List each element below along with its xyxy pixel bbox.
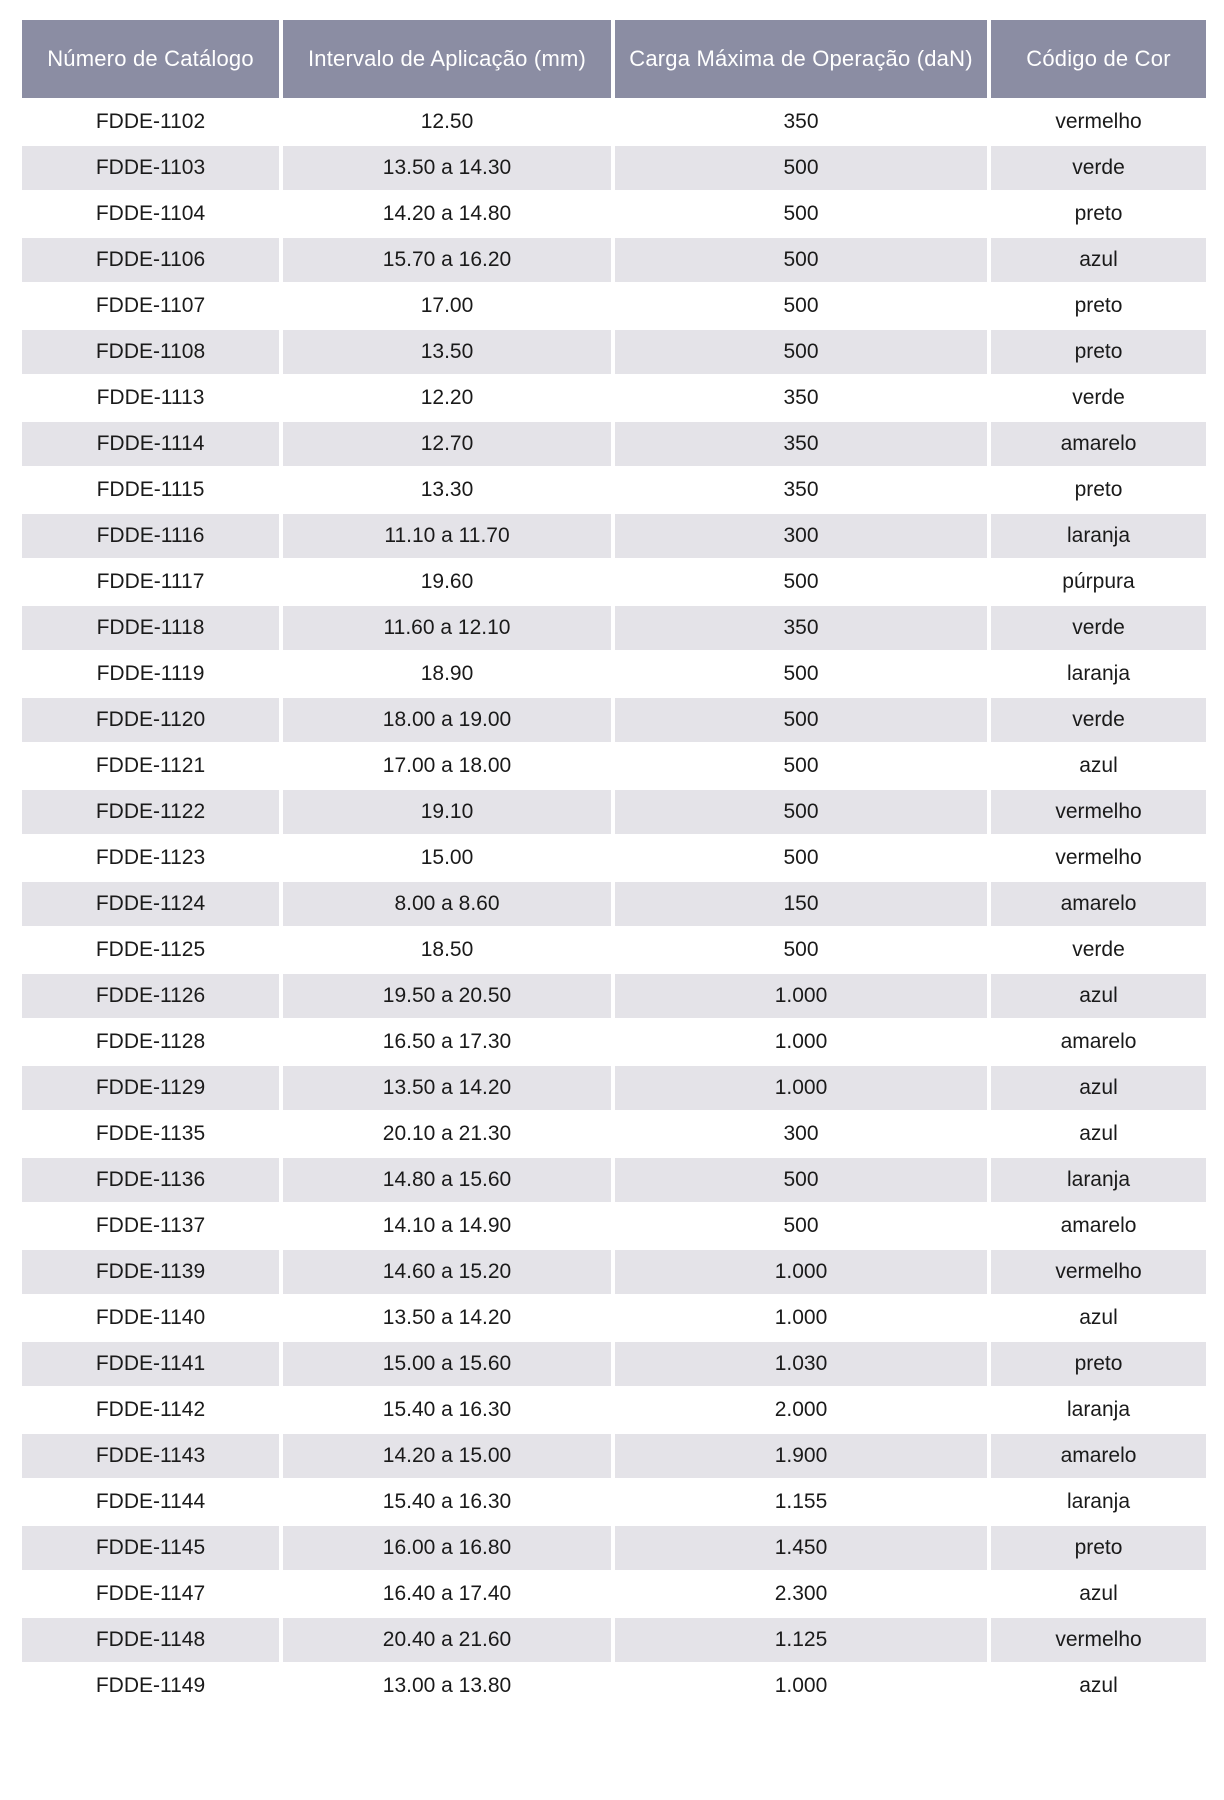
cell-catalog-number: FDDE-1149 bbox=[22, 1664, 279, 1708]
cell-color-code: laranja bbox=[991, 1480, 1206, 1524]
cell-application-range: 20.10 a 21.30 bbox=[283, 1112, 611, 1156]
cell-application-range: 16.00 a 16.80 bbox=[283, 1526, 611, 1570]
cell-catalog-number: FDDE-1115 bbox=[22, 468, 279, 512]
cell-application-range: 14.80 a 15.60 bbox=[283, 1158, 611, 1202]
cell-catalog-number: FDDE-1126 bbox=[22, 974, 279, 1018]
cell-application-range: 15.70 a 16.20 bbox=[283, 238, 611, 282]
cell-catalog-number: FDDE-1147 bbox=[22, 1572, 279, 1616]
cell-color-code: verde bbox=[991, 928, 1206, 972]
cell-max-load: 300 bbox=[615, 1112, 987, 1156]
table-row bbox=[22, 652, 1206, 696]
cell-max-load: 500 bbox=[615, 330, 987, 374]
header-color-code: Código de Cor bbox=[991, 20, 1206, 98]
cell-color-code: verde bbox=[991, 146, 1206, 190]
cell-catalog-number: FDDE-1119 bbox=[22, 652, 279, 696]
table-row bbox=[22, 744, 1206, 788]
cell-catalog-number: FDDE-1145 bbox=[22, 1526, 279, 1570]
table-row bbox=[22, 1204, 1206, 1248]
cell-catalog-number: FDDE-1141 bbox=[22, 1342, 279, 1386]
cell-application-range: 15.00 bbox=[283, 836, 611, 880]
cell-catalog-number: FDDE-1140 bbox=[22, 1296, 279, 1340]
cell-application-range: 18.90 bbox=[283, 652, 611, 696]
cell-max-load: 500 bbox=[615, 698, 987, 742]
cell-color-code: azul bbox=[991, 1296, 1206, 1340]
cell-color-code: verde bbox=[991, 376, 1206, 420]
cell-color-code: laranja bbox=[991, 652, 1206, 696]
cell-application-range: 12.20 bbox=[283, 376, 611, 420]
cell-color-code: laranja bbox=[991, 514, 1206, 558]
cell-max-load: 1.000 bbox=[615, 1066, 987, 1110]
cell-application-range: 13.00 a 13.80 bbox=[283, 1664, 611, 1708]
cell-catalog-number: FDDE-1114 bbox=[22, 422, 279, 466]
cell-catalog-number: FDDE-1148 bbox=[22, 1618, 279, 1662]
cell-max-load: 500 bbox=[615, 146, 987, 190]
cell-application-range: 19.60 bbox=[283, 560, 611, 604]
cell-max-load: 500 bbox=[615, 238, 987, 282]
cell-color-code: laranja bbox=[991, 1158, 1206, 1202]
cell-application-range: 13.30 bbox=[283, 468, 611, 512]
cell-color-code: azul bbox=[991, 1664, 1206, 1708]
cell-color-code: azul bbox=[991, 1572, 1206, 1616]
cell-color-code: vermelho bbox=[991, 1250, 1206, 1294]
cell-max-load: 350 bbox=[615, 468, 987, 512]
catalog-table bbox=[18, 18, 1210, 1710]
cell-catalog-number: FDDE-1113 bbox=[22, 376, 279, 420]
cell-catalog-number: FDDE-1104 bbox=[22, 192, 279, 236]
cell-application-range: 15.00 a 15.60 bbox=[283, 1342, 611, 1386]
table-header bbox=[22, 20, 1206, 98]
cell-application-range: 14.20 a 15.00 bbox=[283, 1434, 611, 1478]
cell-catalog-number: FDDE-1121 bbox=[22, 744, 279, 788]
header-max-load: Carga Máxima de Operação (daN) bbox=[615, 20, 987, 98]
cell-color-code: vermelho bbox=[991, 790, 1206, 834]
cell-application-range: 19.10 bbox=[283, 790, 611, 834]
cell-max-load: 500 bbox=[615, 836, 987, 880]
cell-max-load: 1.155 bbox=[615, 1480, 987, 1524]
cell-catalog-number: FDDE-1142 bbox=[22, 1388, 279, 1432]
table-row bbox=[22, 1618, 1206, 1662]
table-row bbox=[22, 284, 1206, 328]
cell-max-load: 500 bbox=[615, 790, 987, 834]
cell-application-range: 16.50 a 17.30 bbox=[283, 1020, 611, 1064]
table-row bbox=[22, 422, 1206, 466]
cell-max-load: 350 bbox=[615, 376, 987, 420]
cell-application-range: 18.00 a 19.00 bbox=[283, 698, 611, 742]
cell-application-range: 14.20 a 14.80 bbox=[283, 192, 611, 236]
table-row bbox=[22, 1434, 1206, 1478]
cell-catalog-number: FDDE-1107 bbox=[22, 284, 279, 328]
cell-application-range: 14.10 a 14.90 bbox=[283, 1204, 611, 1248]
cell-max-load: 1.000 bbox=[615, 1020, 987, 1064]
cell-color-code: vermelho bbox=[991, 1618, 1206, 1662]
cell-catalog-number: FDDE-1136 bbox=[22, 1158, 279, 1202]
cell-application-range: 16.40 a 17.40 bbox=[283, 1572, 611, 1616]
cell-application-range: 15.40 a 16.30 bbox=[283, 1480, 611, 1524]
cell-color-code: laranja bbox=[991, 1388, 1206, 1432]
table-row bbox=[22, 974, 1206, 1018]
table-body bbox=[22, 100, 1206, 1708]
cell-application-range: 14.60 a 15.20 bbox=[283, 1250, 611, 1294]
header-row bbox=[22, 20, 1206, 98]
table-row bbox=[22, 514, 1206, 558]
table-row bbox=[22, 606, 1206, 650]
cell-max-load: 350 bbox=[615, 100, 987, 144]
cell-color-code: azul bbox=[991, 974, 1206, 1018]
cell-application-range: 8.00 a 8.60 bbox=[283, 882, 611, 926]
table-row bbox=[22, 1480, 1206, 1524]
cell-max-load: 1.030 bbox=[615, 1342, 987, 1386]
table-row bbox=[22, 928, 1206, 972]
table-row bbox=[22, 1020, 1206, 1064]
table-row bbox=[22, 698, 1206, 742]
cell-application-range: 15.40 a 16.30 bbox=[283, 1388, 611, 1432]
header-catalog-number: Número de Catálogo bbox=[22, 20, 279, 98]
table-row bbox=[22, 192, 1206, 236]
cell-catalog-number: FDDE-1125 bbox=[22, 928, 279, 972]
cell-max-load: 500 bbox=[615, 284, 987, 328]
cell-color-code: azul bbox=[991, 1066, 1206, 1110]
table-row bbox=[22, 1250, 1206, 1294]
cell-catalog-number: FDDE-1116 bbox=[22, 514, 279, 558]
table-row bbox=[22, 1526, 1206, 1570]
cell-catalog-number: FDDE-1129 bbox=[22, 1066, 279, 1110]
cell-color-code: preto bbox=[991, 468, 1206, 512]
cell-application-range: 11.60 a 12.10 bbox=[283, 606, 611, 650]
table-row bbox=[22, 468, 1206, 512]
cell-max-load: 350 bbox=[615, 422, 987, 466]
cell-max-load: 1.000 bbox=[615, 1664, 987, 1708]
cell-application-range: 19.50 a 20.50 bbox=[283, 974, 611, 1018]
header-application-range: Intervalo de Aplicação (mm) bbox=[283, 20, 611, 98]
cell-max-load: 500 bbox=[615, 744, 987, 788]
cell-catalog-number: FDDE-1143 bbox=[22, 1434, 279, 1478]
cell-max-load: 500 bbox=[615, 192, 987, 236]
table-row bbox=[22, 146, 1206, 190]
cell-color-code: verde bbox=[991, 698, 1206, 742]
table-row bbox=[22, 1388, 1206, 1432]
cell-catalog-number: FDDE-1135 bbox=[22, 1112, 279, 1156]
cell-color-code: preto bbox=[991, 284, 1206, 328]
cell-catalog-number: FDDE-1120 bbox=[22, 698, 279, 742]
cell-application-range: 13.50 a 14.30 bbox=[283, 146, 611, 190]
catalog-table-container bbox=[20, 18, 1204, 1710]
cell-max-load: 150 bbox=[615, 882, 987, 926]
cell-color-code: amarelo bbox=[991, 882, 1206, 926]
cell-color-code: preto bbox=[991, 1342, 1206, 1386]
cell-catalog-number: FDDE-1117 bbox=[22, 560, 279, 604]
cell-catalog-number: FDDE-1128 bbox=[22, 1020, 279, 1064]
cell-max-load: 1.900 bbox=[615, 1434, 987, 1478]
table-row bbox=[22, 1158, 1206, 1202]
table-row bbox=[22, 560, 1206, 604]
table-row bbox=[22, 1112, 1206, 1156]
cell-max-load: 1.000 bbox=[615, 974, 987, 1018]
cell-max-load: 500 bbox=[615, 560, 987, 604]
cell-application-range: 18.50 bbox=[283, 928, 611, 972]
cell-color-code: preto bbox=[991, 192, 1206, 236]
cell-max-load: 1.000 bbox=[615, 1296, 987, 1340]
cell-color-code: púrpura bbox=[991, 560, 1206, 604]
cell-color-code: amarelo bbox=[991, 1434, 1206, 1478]
cell-color-code: amarelo bbox=[991, 1204, 1206, 1248]
table-row bbox=[22, 1664, 1206, 1708]
cell-application-range: 13.50 bbox=[283, 330, 611, 374]
cell-catalog-number: FDDE-1118 bbox=[22, 606, 279, 650]
cell-catalog-number: FDDE-1102 bbox=[22, 100, 279, 144]
cell-catalog-number: FDDE-1122 bbox=[22, 790, 279, 834]
table-row bbox=[22, 1572, 1206, 1616]
table-row bbox=[22, 836, 1206, 880]
cell-color-code: preto bbox=[991, 330, 1206, 374]
cell-max-load: 500 bbox=[615, 928, 987, 972]
cell-color-code: azul bbox=[991, 744, 1206, 788]
cell-color-code: vermelho bbox=[991, 100, 1206, 144]
cell-max-load: 1.450 bbox=[615, 1526, 987, 1570]
cell-max-load: 300 bbox=[615, 514, 987, 558]
cell-application-range: 12.70 bbox=[283, 422, 611, 466]
cell-color-code: amarelo bbox=[991, 1020, 1206, 1064]
cell-max-load: 500 bbox=[615, 1158, 987, 1202]
table-row bbox=[22, 330, 1206, 374]
cell-max-load: 2.300 bbox=[615, 1572, 987, 1616]
cell-catalog-number: FDDE-1139 bbox=[22, 1250, 279, 1294]
cell-application-range: 17.00 bbox=[283, 284, 611, 328]
cell-application-range: 13.50 a 14.20 bbox=[283, 1066, 611, 1110]
cell-max-load: 1.000 bbox=[615, 1250, 987, 1294]
cell-catalog-number: FDDE-1137 bbox=[22, 1204, 279, 1248]
cell-catalog-number: FDDE-1103 bbox=[22, 146, 279, 190]
cell-max-load: 2.000 bbox=[615, 1388, 987, 1432]
cell-catalog-number: FDDE-1123 bbox=[22, 836, 279, 880]
cell-catalog-number: FDDE-1144 bbox=[22, 1480, 279, 1524]
cell-color-code: vermelho bbox=[991, 836, 1206, 880]
cell-color-code: preto bbox=[991, 1526, 1206, 1570]
cell-color-code: amarelo bbox=[991, 422, 1206, 466]
cell-application-range: 12.50 bbox=[283, 100, 611, 144]
cell-color-code: verde bbox=[991, 606, 1206, 650]
cell-max-load: 350 bbox=[615, 606, 987, 650]
table-row bbox=[22, 790, 1206, 834]
cell-max-load: 500 bbox=[615, 1204, 987, 1248]
table-row bbox=[22, 1066, 1206, 1110]
cell-application-range: 11.10 a 11.70 bbox=[283, 514, 611, 558]
cell-application-range: 13.50 a 14.20 bbox=[283, 1296, 611, 1340]
cell-max-load: 500 bbox=[615, 652, 987, 696]
table-row bbox=[22, 376, 1206, 420]
cell-catalog-number: FDDE-1124 bbox=[22, 882, 279, 926]
cell-application-range: 20.40 a 21.60 bbox=[283, 1618, 611, 1662]
cell-catalog-number: FDDE-1106 bbox=[22, 238, 279, 282]
cell-max-load: 1.125 bbox=[615, 1618, 987, 1662]
table-row bbox=[22, 100, 1206, 144]
cell-color-code: azul bbox=[991, 238, 1206, 282]
table-row bbox=[22, 238, 1206, 282]
table-row bbox=[22, 1342, 1206, 1386]
cell-catalog-number: FDDE-1108 bbox=[22, 330, 279, 374]
table-row bbox=[22, 1296, 1206, 1340]
cell-application-range: 17.00 a 18.00 bbox=[283, 744, 611, 788]
table-row bbox=[22, 882, 1206, 926]
cell-color-code: azul bbox=[991, 1112, 1206, 1156]
